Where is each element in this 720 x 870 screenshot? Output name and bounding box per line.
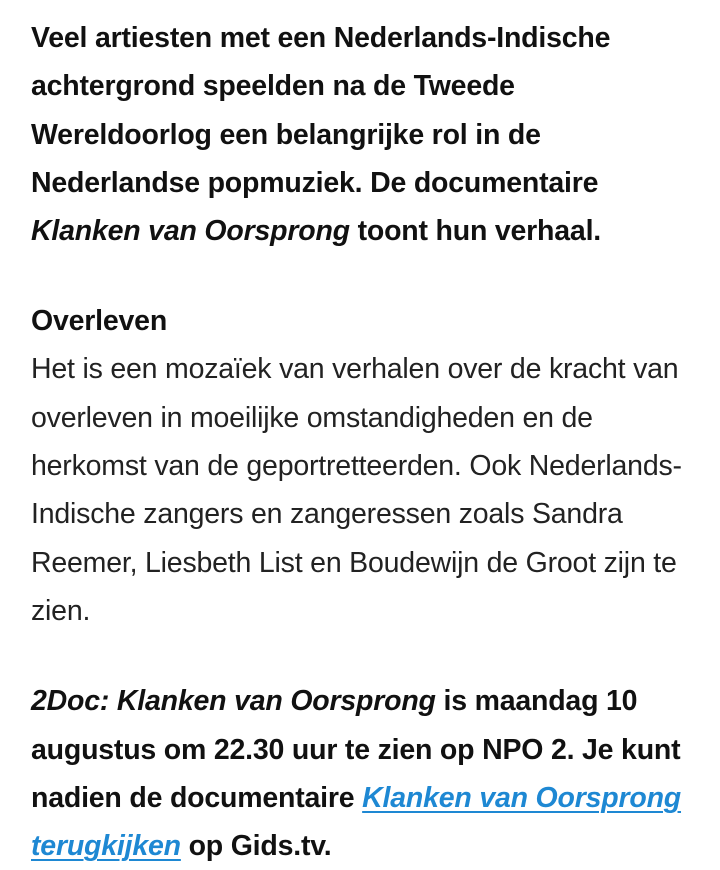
intro-paragraph: [31, 14, 701, 255]
intro-text-end: toont hun verhaal.: [349, 215, 602, 248]
intro-text-start: Veel artiesten met een Nederlands-Indische achtergrond speelden na de Tweede Wereldoorlog een belangrijke rol in de Nederlandse popmuziek. De documentaire: [31, 22, 611, 199]
section-heading: Overleven: [31, 305, 168, 338]
documentary-title: Klanken van Oorsprong: [31, 215, 350, 248]
article: [31, 14, 701, 870]
broadcast-paragraph: [31, 677, 701, 870]
program-title: 2Doc: Klanken van Oorsprong: [31, 685, 436, 718]
section-body: Het is een mozaïek van verhalen over de kracht van overleven in moeilijke omstandigheden en de herkomst van de geportretteerden. Ook Nederlands-Indische zangers en zangeressen zoals Sandra Reemer, Liesbeth List en Boudewijn de Groot zijn te zien.: [31, 353, 682, 627]
watch-again-link[interactable]: Klanken van Oorsprong terugkijken: [31, 781, 682, 863]
broadcast-text: is maandag 10 augustus om 22.30 uur te zien op NPO 2. Je kunt nadien de documentaire: [31, 685, 681, 814]
broadcast-text-end: op Gids.tv.: [180, 830, 332, 863]
